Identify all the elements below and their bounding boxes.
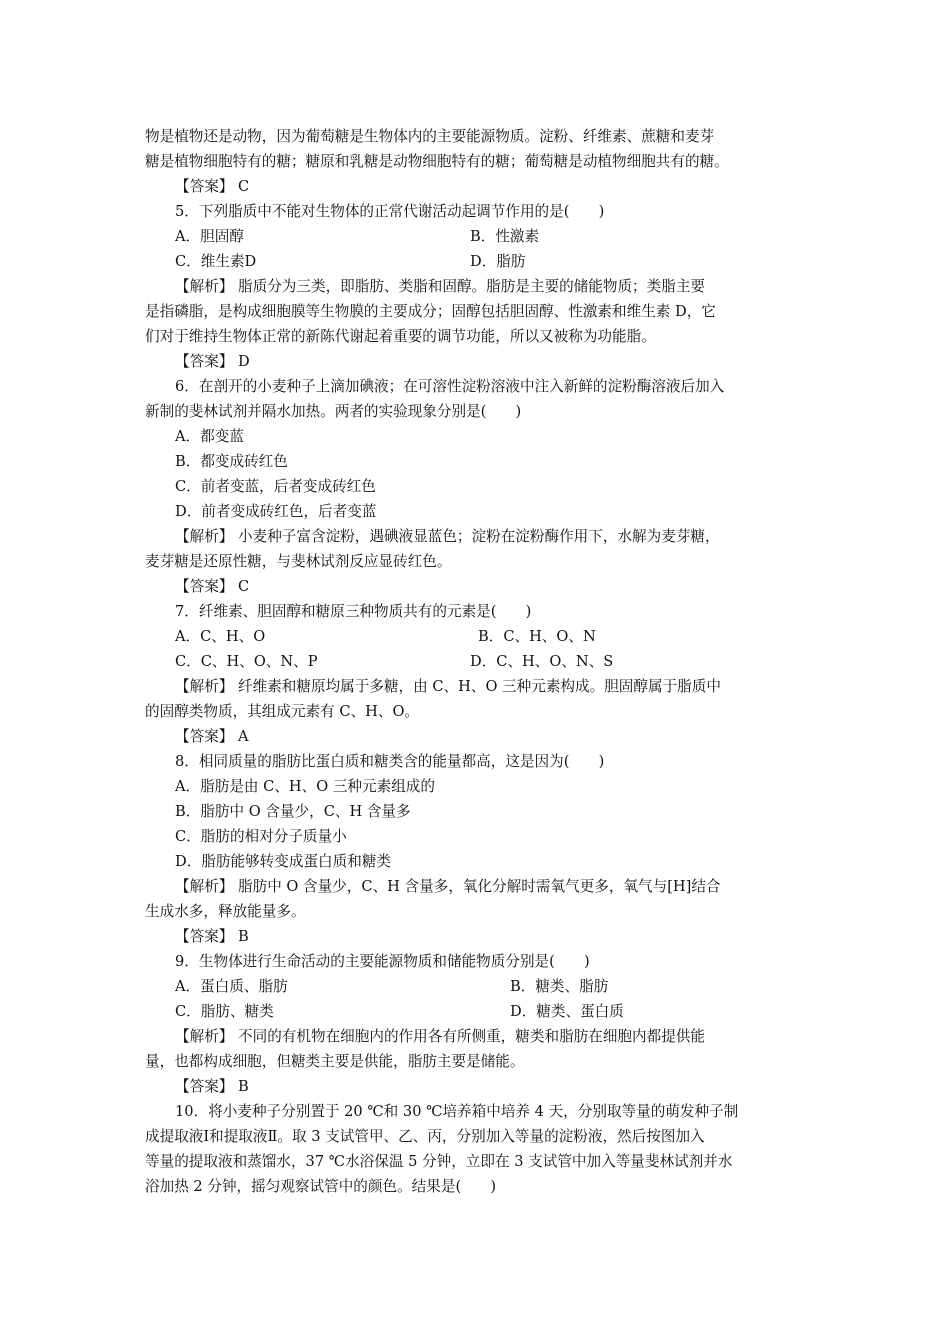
body-text-line: 等量的提取液和蒸馏水，37 ℃水浴保温 5 分钟，立即在 3 支试管中加入等量斐林试剂并水 [145, 1153, 733, 1170]
analysis-line: 【解析】 脂肪中 O 含量少，C、H 含量多，氧化分解时需氧气更多，氧气与[H]结合 [175, 878, 721, 895]
option-row [175, 626, 845, 648]
body-text-line: 们对于维持生物体正常的新陈代谢起着重要的调节功能，所以又被称为功能脂。 [145, 328, 656, 345]
body-text-line: 生成水多，释放能量多。 [145, 903, 306, 920]
analysis-line: 【解析】 纤维素和糖原均属于多糖，由 C、H、O 三种元素构成。胆固醇属于脂质中 [175, 678, 721, 695]
option-c: C．脂肪、糖类 [175, 1003, 274, 1020]
option-b: B．脂肪中 O 含量少，C、H 含量多 [175, 803, 411, 820]
option-c: C．脂肪的相对分子质量小 [175, 828, 347, 845]
option-row [175, 251, 845, 273]
answer-line: 【答案】 D [175, 353, 250, 370]
body-text-line: 物是植物还是动物，因为葡萄糖是生物体内的主要能源物质。淀粉、纤维素、蔗糖和麦芽 [145, 128, 715, 145]
option-d: D．脂肪能够转变成蛋白质和糖类 [175, 853, 392, 870]
question-5: 5．下列脂质中不能对生物体的正常代谢活动起调节作用的是( ) [175, 203, 605, 220]
option-row [175, 226, 845, 248]
body-text-line: 糖是植物细胞特有的糖；糖原和乳糖是动物细胞特有的糖；葡萄糖是动植物细胞共有的糖。 [145, 153, 729, 170]
body-text-line: 麦芽糖是还原性糖，与斐林试剂反应显砖红色。 [145, 553, 452, 570]
option-a: A．脂肪是由 C、H、O 三种元素组成的 [175, 778, 435, 795]
body-text-line: 成提取液Ⅰ和提取液Ⅱ。取 3 支试管甲、乙、丙，分别加入等量的淀粉液，然后按图加入 [145, 1128, 705, 1145]
question-7: 7．纤维素、胆固醇和糖原三种物质共有的元素是( ) [175, 603, 532, 620]
analysis-line: 【解析】 小麦种子富含淀粉，遇碘液显蓝色；淀粉在淀粉酶作用下，水解为麦芽糖， [175, 528, 720, 545]
option-c: C．C、H、O、N、P [175, 653, 318, 670]
option-row [175, 1001, 845, 1023]
option-b: B．糖类、脂肪 [510, 978, 609, 995]
analysis-line: 【解析】 不同的有机物在细胞内的作用各有所侧重，糖类和脂肪在细胞内都提供能 [175, 1028, 706, 1045]
body-text-line: 的固醇类物质，其组成元素有 C、H、O。 [145, 703, 419, 720]
analysis-line: 【解析】 脂质分为三类，即脂肪、类脂和固醇。脂肪是主要的储能物质；类脂主要 [175, 278, 706, 295]
answer-line: 【答案】 A [175, 728, 249, 745]
answer-line: 【答案】 C [175, 178, 250, 195]
question-10: 10．将小麦种子分别置于 20 ℃和 30 ℃培养箱中培养 4 天，分别取等量的萌发种子制 [175, 1103, 739, 1120]
option-a: A．C、H、O [175, 628, 266, 645]
option-a: A．都变蓝 [175, 428, 244, 445]
option-c: C．维生素D [175, 253, 257, 270]
option-c: C．前者变蓝，后者变成砖红色 [175, 478, 376, 495]
option-a: A．胆固醇 [175, 228, 244, 245]
option-b: B．C、H、O、N [478, 628, 596, 645]
option-b: B．都变成砖红色 [175, 453, 288, 470]
option-row [175, 651, 845, 673]
option-d: D．糖类、蛋白质 [510, 1003, 624, 1020]
answer-line: 【答案】 B [175, 1078, 249, 1095]
question-9: 9．生物体进行生命活动的主要能源物质和储能物质分别是( ) [175, 953, 590, 970]
option-a: A．蛋白质、脂肪 [175, 978, 288, 995]
body-text-line: 新制的斐林试剂并隔水加热。两者的实验现象分别是( ) [145, 403, 522, 420]
option-row [175, 976, 845, 998]
answer-line: 【答案】 B [175, 928, 249, 945]
option-d: D．C、H、O、N、S [470, 653, 614, 670]
question-6: 6．在剖开的小麦种子上滴加碘液；在可溶性淀粉溶液中注入新鲜的淀粉酶溶液后加入 [175, 378, 725, 395]
answer-line: 【答案】 C [175, 578, 250, 595]
body-text-line: 量，也都构成细胞，但糖类主要是供能，脂肪主要是储能。 [145, 1053, 525, 1070]
option-b: B．性激素 [470, 228, 540, 245]
option-d: D．脂肪 [470, 253, 526, 270]
body-text-line: 是指磷脂，是构成细胞膜等生物膜的主要成分；固醇包括胆固醇、性激素和维生素 D，它 [145, 303, 716, 320]
question-8: 8．相同质量的脂肪比蛋白质和糖类含的能量都高，这是因为( ) [175, 753, 605, 770]
option-d: D．前者变成砖红色，后者变蓝 [175, 503, 377, 520]
body-text-line: 浴加热 2 分钟，摇匀观察试管中的颜色。结果是( ) [145, 1178, 497, 1195]
